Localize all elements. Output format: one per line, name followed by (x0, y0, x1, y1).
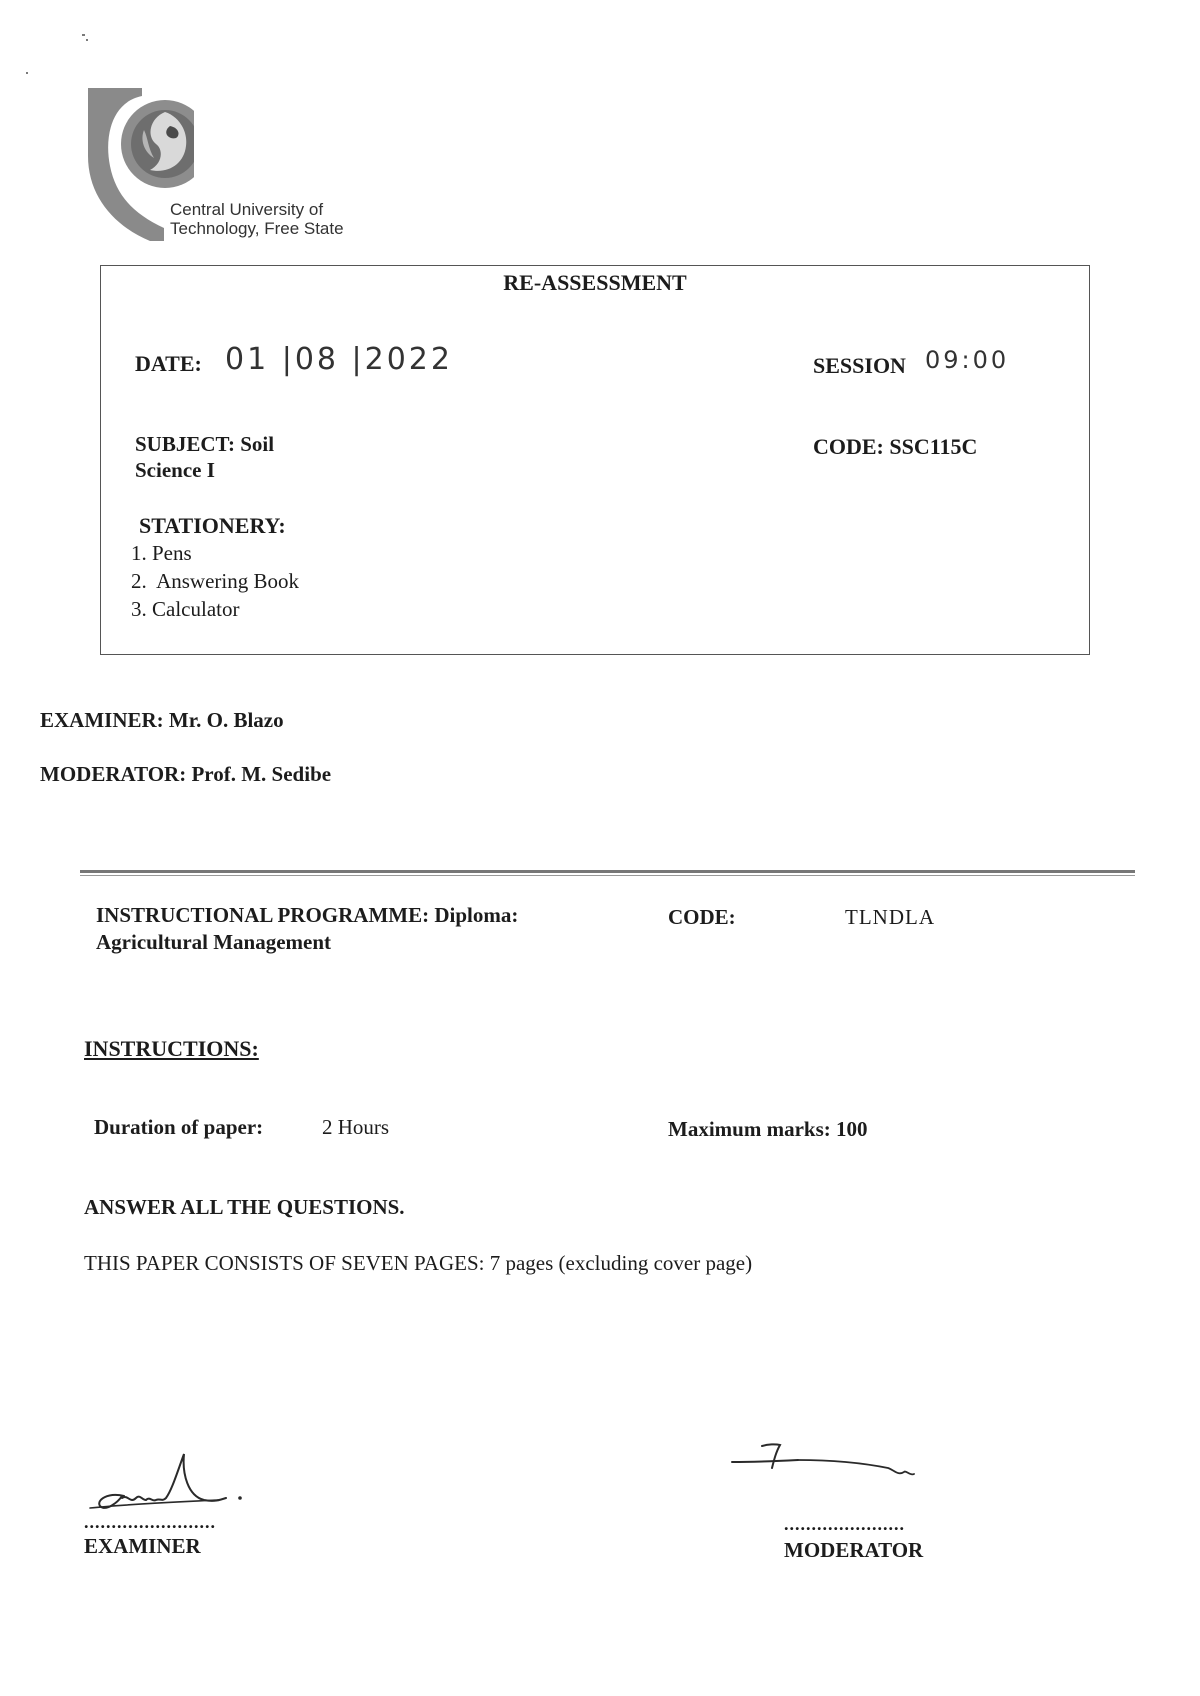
moderator-line: MODERATOR: Prof. M. Sedibe (40, 762, 332, 786)
university-name-line2: Technology, Free State (170, 219, 344, 238)
session-label: SESSION (813, 353, 906, 378)
moderator-signature (728, 1432, 928, 1492)
programme-label-line2: Agricultural Management (96, 930, 332, 954)
examiner-signature-label: EXAMINER (84, 1534, 201, 1558)
university-name-line1: Central University of (170, 200, 324, 219)
examiner-signature (78, 1440, 258, 1520)
stationery-item: 3. Calculator (131, 597, 240, 621)
university-logo (84, 86, 384, 246)
scan-speck (26, 72, 28, 74)
duration-value: 2 Hours (322, 1115, 390, 1139)
scan-speck (82, 34, 85, 36)
subject-line2: Science I (135, 458, 215, 482)
examiner-line: EXAMINER: Mr. O. Blazo (40, 708, 284, 732)
divider-rule (80, 870, 1135, 873)
instructions-heading: INSTRUCTIONS: (84, 1036, 259, 1061)
date-value: 01 |08 |2022 (225, 342, 453, 377)
stationery-item: 2. Answering Book (131, 569, 299, 593)
subject-label: SUBJECT: Soil (135, 432, 275, 456)
scan-speck (86, 39, 88, 41)
stationery-item: 1. Pens (131, 541, 192, 565)
stationery-label: STATIONERY: (139, 513, 286, 538)
programme-code-value: TLNDLA (845, 905, 935, 929)
programme-code-label: CODE: (668, 905, 736, 929)
maximum-marks: Maximum marks: 100 (668, 1117, 868, 1141)
moderator-signature-label: MODERATOR (784, 1538, 924, 1562)
moderator-signature-line: ...................... (784, 1514, 905, 1534)
box-title: RE-ASSESSMENT (503, 270, 687, 295)
answer-all-instruction: ANSWER ALL THE QUESTIONS. (84, 1195, 405, 1219)
duration-label: Duration of paper: (94, 1115, 264, 1139)
session-value: 09:00 (925, 346, 1010, 374)
pages-note: THIS PAPER CONSISTS OF SEVEN PAGES: 7 pages (excluding cover page) (84, 1251, 753, 1275)
examiner-signature-line: ........................ (84, 1512, 216, 1532)
date-label: DATE: (135, 351, 202, 376)
programme-label: INSTRUCTIONAL PROGRAMME: Diploma: (96, 903, 519, 927)
divider-rule (80, 875, 1135, 876)
assessment-info-box (100, 265, 1090, 655)
code-label: CODE: SSC115C (813, 434, 978, 459)
